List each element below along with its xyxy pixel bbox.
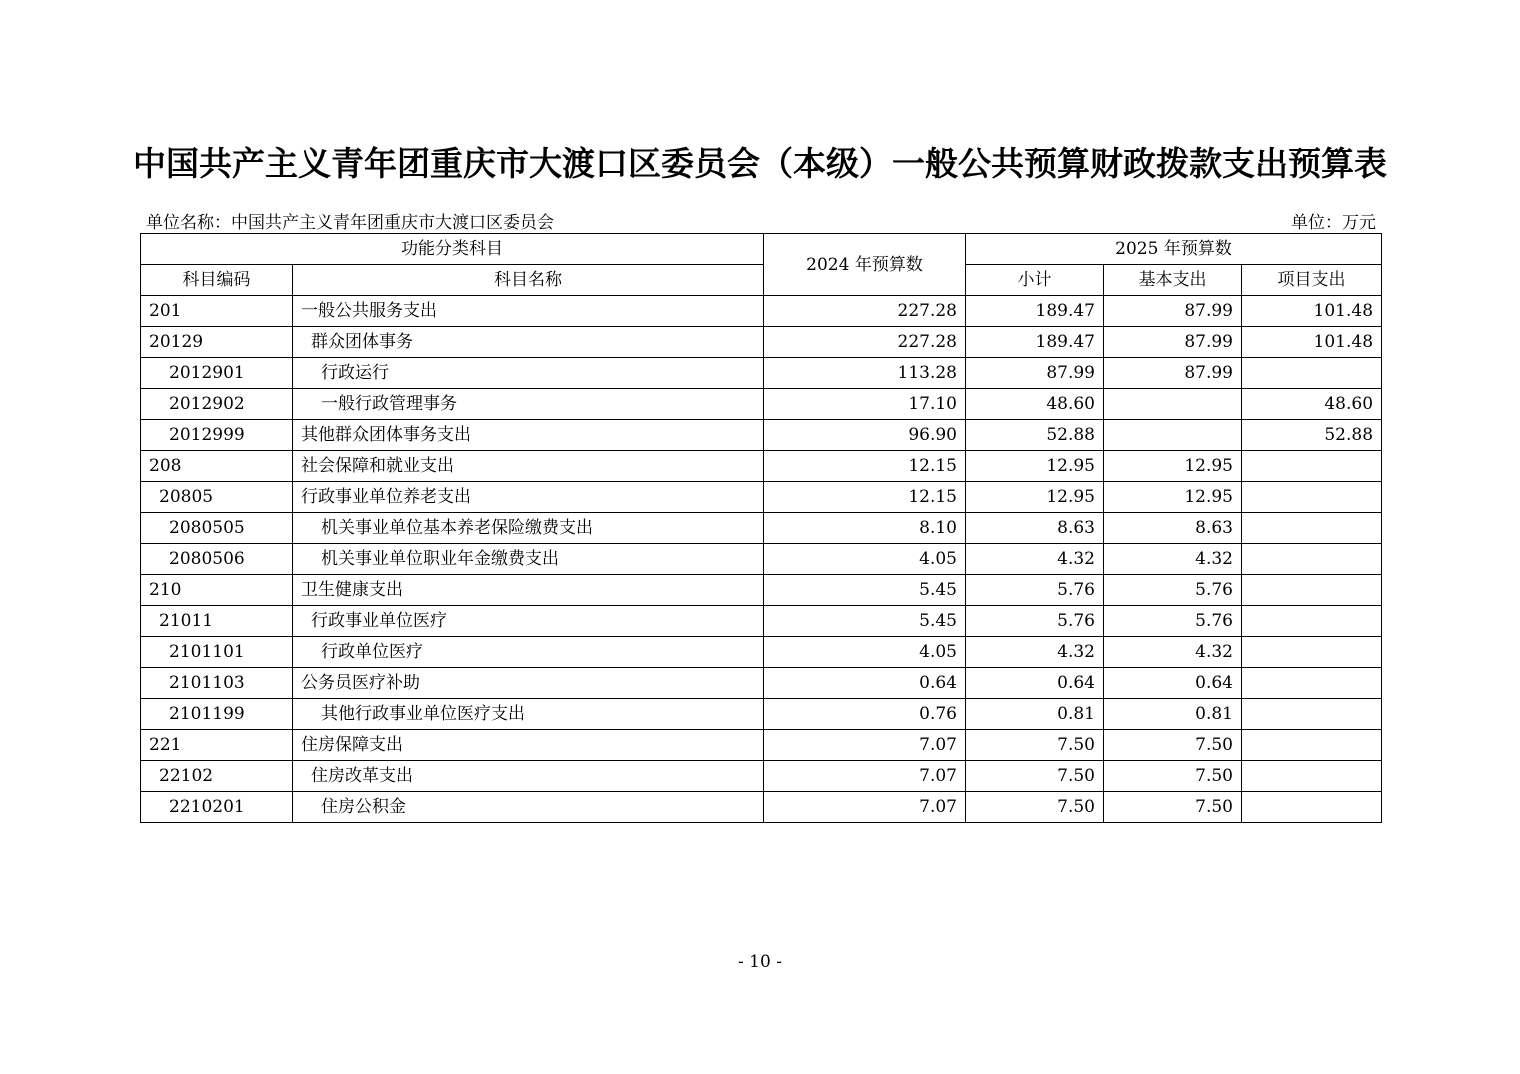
cell-project: [1242, 637, 1382, 668]
cell-code: 2012999: [141, 420, 293, 451]
cell-basic: 87.99: [1104, 327, 1242, 358]
cell-name: 行政事业单位医疗: [293, 606, 764, 637]
cell-code: 210: [141, 575, 293, 606]
cell-budget-2024: 5.45: [764, 606, 966, 637]
header-basic: 基本支出: [1104, 265, 1242, 296]
header-code: 科目编码: [141, 265, 293, 296]
table-body: [141, 296, 1382, 823]
cell-code: 21011: [141, 606, 293, 637]
cell-project: [1242, 606, 1382, 637]
cell-budget-2024: 227.28: [764, 296, 966, 327]
cell-subtotal: 12.95: [966, 451, 1104, 482]
cell-basic: [1104, 389, 1242, 420]
cell-subtotal: 7.50: [966, 761, 1104, 792]
cell-budget-2024: 96.90: [764, 420, 966, 451]
cell-name: 社会保障和就业支出: [293, 451, 764, 482]
cell-budget-2024: 227.28: [764, 327, 966, 358]
header-function-category: 功能分类科目: [141, 234, 764, 265]
cell-code: 2101101: [141, 637, 293, 668]
cell-project: [1242, 792, 1382, 823]
table-row: [141, 699, 1382, 730]
cell-code: 20805: [141, 482, 293, 513]
page-number: - 10 -: [738, 952, 782, 972]
cell-subtotal: 5.76: [966, 606, 1104, 637]
header-subtotal: 小计: [966, 265, 1104, 296]
cell-subtotal: 48.60: [966, 389, 1104, 420]
cell-name: 机关事业单位职业年金缴费支出: [293, 544, 764, 575]
cell-name: 其他行政事业单位医疗支出: [293, 699, 764, 730]
cell-budget-2024: 12.15: [764, 482, 966, 513]
cell-name: 住房公积金: [293, 792, 764, 823]
cell-name: 其他群众团体事务支出: [293, 420, 764, 451]
cell-code: 2080506: [141, 544, 293, 575]
cell-basic: 7.50: [1104, 792, 1242, 823]
table-row: [141, 389, 1382, 420]
cell-budget-2024: 7.07: [764, 730, 966, 761]
cell-budget-2024: 17.10: [764, 389, 966, 420]
cell-project: [1242, 358, 1382, 389]
cell-subtotal: 189.47: [966, 327, 1104, 358]
table-row: [141, 575, 1382, 606]
cell-basic: 4.32: [1104, 544, 1242, 575]
cell-project: [1242, 482, 1382, 513]
cell-name: 行政单位医疗: [293, 637, 764, 668]
cell-subtotal: 0.64: [966, 668, 1104, 699]
table-row: [141, 544, 1382, 575]
cell-budget-2024: 5.45: [764, 575, 966, 606]
cell-subtotal: 52.88: [966, 420, 1104, 451]
cell-budget-2024: 7.07: [764, 761, 966, 792]
cell-project: [1242, 451, 1382, 482]
cell-name: 一般行政管理事务: [293, 389, 764, 420]
cell-name: 卫生健康支出: [293, 575, 764, 606]
table-row: [141, 668, 1382, 699]
cell-name: 住房改革支出: [293, 761, 764, 792]
cell-budget-2024: 7.07: [764, 792, 966, 823]
cell-code: 2012901: [141, 358, 293, 389]
header-budget-2024: 2024 年预算数: [764, 234, 966, 296]
cell-project: [1242, 513, 1382, 544]
cell-subtotal: 12.95: [966, 482, 1104, 513]
table-row: [141, 792, 1382, 823]
cell-budget-2024: 12.15: [764, 451, 966, 482]
unit-line: [146, 208, 1378, 232]
cell-project: 48.60: [1242, 389, 1382, 420]
cell-code: 221: [141, 730, 293, 761]
table-row: [141, 420, 1382, 451]
cell-subtotal: 87.99: [966, 358, 1104, 389]
cell-project: [1242, 575, 1382, 606]
cell-code: 22102: [141, 761, 293, 792]
cell-code: 20129: [141, 327, 293, 358]
cell-project: 101.48: [1242, 327, 1382, 358]
cell-name: 行政事业单位养老支出: [293, 482, 764, 513]
cell-project: 101.48: [1242, 296, 1382, 327]
cell-budget-2024: 4.05: [764, 544, 966, 575]
cell-basic: 87.99: [1104, 296, 1242, 327]
cell-name: 机关事业单位基本养老保险缴费支出: [293, 513, 764, 544]
cell-basic: 5.76: [1104, 575, 1242, 606]
unit-label: 单位：万元: [1291, 213, 1376, 233]
cell-budget-2024: 113.28: [764, 358, 966, 389]
cell-subtotal: 4.32: [966, 544, 1104, 575]
cell-code: 2012902: [141, 389, 293, 420]
table-row: [141, 637, 1382, 668]
cell-name: 行政运行: [293, 358, 764, 389]
cell-basic: 7.50: [1104, 761, 1242, 792]
budget-table: [140, 233, 1382, 823]
cell-subtotal: 5.76: [966, 575, 1104, 606]
cell-subtotal: 189.47: [966, 296, 1104, 327]
table-row: [141, 296, 1382, 327]
header-name: 科目名称: [293, 265, 764, 296]
cell-basic: 12.95: [1104, 451, 1242, 482]
cell-project: 52.88: [1242, 420, 1382, 451]
cell-name: 群众团体事务: [293, 327, 764, 358]
cell-budget-2024: 8.10: [764, 513, 966, 544]
cell-basic: 12.95: [1104, 482, 1242, 513]
table-row: [141, 606, 1382, 637]
cell-code: 201: [141, 296, 293, 327]
cell-subtotal: 7.50: [966, 792, 1104, 823]
cell-subtotal: 4.32: [966, 637, 1104, 668]
cell-code: 2080505: [141, 513, 293, 544]
header-project: 项目支出: [1242, 265, 1382, 296]
cell-project: [1242, 544, 1382, 575]
cell-budget-2024: 0.76: [764, 699, 966, 730]
cell-subtotal: 8.63: [966, 513, 1104, 544]
cell-basic: 0.64: [1104, 668, 1242, 699]
cell-basic: 0.81: [1104, 699, 1242, 730]
header-budget-2025: 2025 年预算数: [966, 234, 1382, 265]
cell-subtotal: 7.50: [966, 730, 1104, 761]
cell-name: 公务员医疗补助: [293, 668, 764, 699]
table-row: [141, 761, 1382, 792]
table-row: [141, 327, 1382, 358]
cell-code: 2101199: [141, 699, 293, 730]
cell-project: [1242, 730, 1382, 761]
cell-code: 2210201: [141, 792, 293, 823]
cell-code: 208: [141, 451, 293, 482]
table-row: [141, 513, 1382, 544]
cell-project: [1242, 699, 1382, 730]
table-row: [141, 358, 1382, 389]
cell-name: 住房保障支出: [293, 730, 764, 761]
cell-name: 一般公共服务支出: [293, 296, 764, 327]
cell-subtotal: 0.81: [966, 699, 1104, 730]
cell-budget-2024: 4.05: [764, 637, 966, 668]
cell-basic: [1104, 420, 1242, 451]
cell-basic: 87.99: [1104, 358, 1242, 389]
cell-basic: 8.63: [1104, 513, 1242, 544]
table-row: [141, 482, 1382, 513]
cell-basic: 4.32: [1104, 637, 1242, 668]
cell-basic: 7.50: [1104, 730, 1242, 761]
page-title: 中国共产主义青年团重庆市大渡口区委员会（本级）一般公共预算财政拨款支出预算表: [133, 144, 1387, 183]
table-row: [141, 451, 1382, 482]
cell-basic: 5.76: [1104, 606, 1242, 637]
cell-project: [1242, 761, 1382, 792]
unit-name: 单位名称：中国共产主义青年团重庆市大渡口区委员会: [146, 213, 554, 233]
table-row: [141, 730, 1382, 761]
cell-budget-2024: 0.64: [764, 668, 966, 699]
cell-code: 2101103: [141, 668, 293, 699]
cell-project: [1242, 668, 1382, 699]
